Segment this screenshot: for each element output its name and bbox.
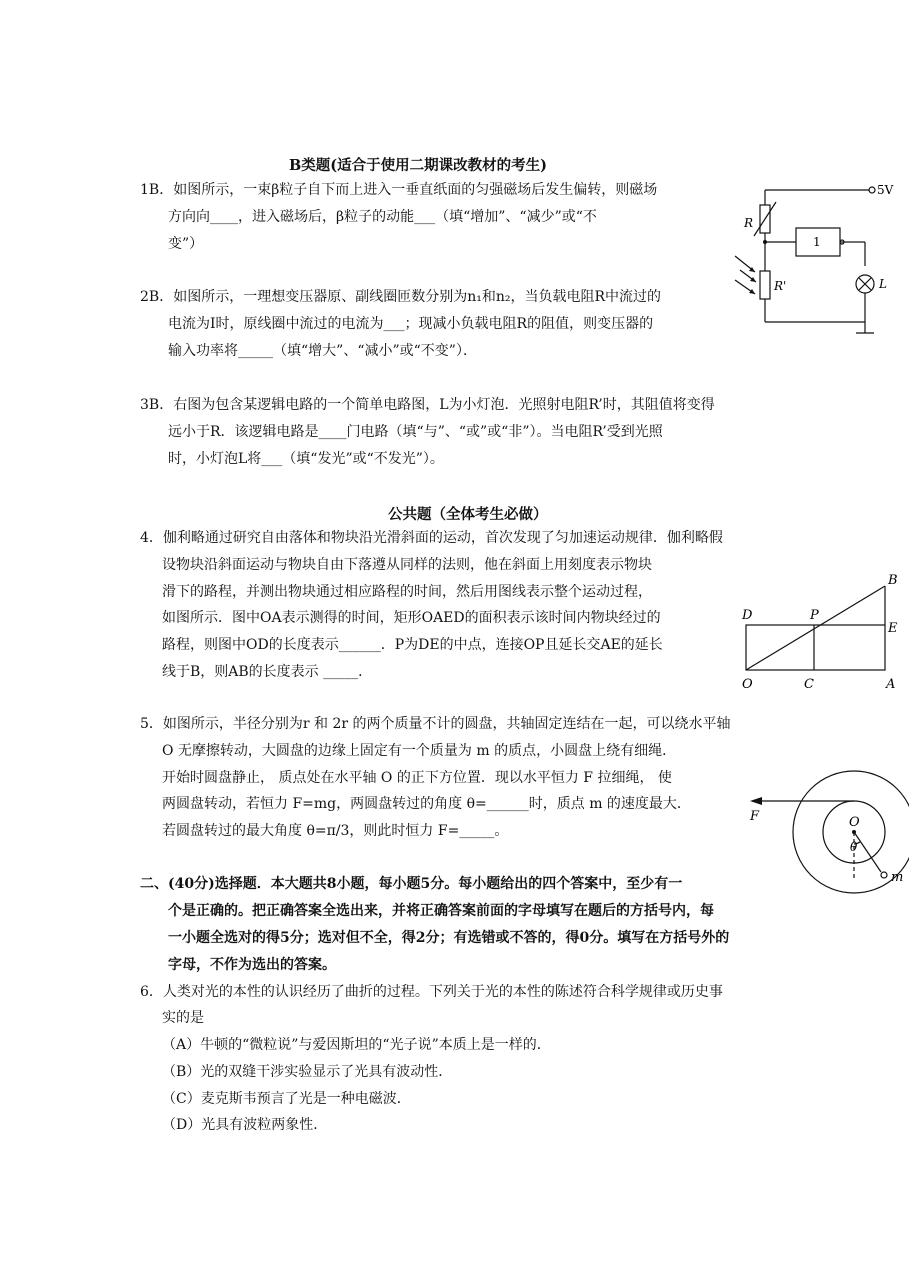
q2b-line-2: 电流为I时，原线圈中流过的电流为___；现减小负载电阻R的阻值，则变压器的: [168, 316, 654, 332]
label-gate: 1: [813, 235, 821, 249]
label-e: E: [888, 621, 898, 636]
q3b-line-2: 远小于R．该逻辑电路是____门电路（填“与”、“或”或“非”）。当电阻R’受到光照: [168, 424, 663, 440]
q3b-line-1: 3B．右图为包含某逻辑电路的一个简单电路图，L为小灯泡．光照射电阻R’时，其阻值将变得: [140, 397, 715, 413]
q4-line-1: 4．伽利略通过研究自由落体和物块沿光滑斜面的运动，首次发现了匀加速运动规律．伽利略假: [140, 530, 723, 546]
q4-line-4: 如图所示．图中OA表示测得的时间，矩形OAED的面积表示该时间内物块经过的: [162, 610, 661, 626]
q5-line-3: 开始时圆盘静止， 质点处在水平轴 O 的正下方位置．现以水平恒力 F 拉细绳， 使: [162, 770, 672, 786]
q2b-line-1: 2B．如图所示，一理想变压器原、副线圈匝数分别为n₁和n₂，当负载电阻R中流过的: [140, 289, 661, 305]
q6-option-b: （B）光的双缝干涉实验显示了光具有波动性．: [162, 1064, 453, 1080]
label-p: P: [810, 608, 819, 623]
q2b-line-3: 输入功率将_____（填“增大”、“减小”或“不变”）．: [168, 343, 477, 359]
label-r: R: [744, 216, 754, 230]
label-m: m: [891, 870, 904, 885]
label-l: L: [879, 277, 887, 291]
part2-header-line-3: 一小题全选对的得5分；选对但不全，得2分；有选错或不答的，得0分。填写在方括号外的: [168, 930, 730, 946]
label-a: A: [886, 677, 896, 692]
label-o-axis: O: [849, 815, 860, 830]
label-5v: 5V: [877, 183, 894, 197]
label-theta: θ: [850, 840, 858, 854]
q6-stem-line-2: 实的是: [162, 1010, 204, 1026]
part2-header-line-1: 二、(40分)选择题．本大题共8小题，每小题5分。每小题给出的四个答案中，至少有一: [140, 876, 683, 892]
q1b-line-3: 变”）: [168, 236, 204, 252]
q4-line-6: 线于B，则AB的长度表示 _____．: [162, 664, 373, 680]
q5-line-1: 5．如图所示，半径分别为r 和 2r 的两个质量不计的圆盘，共轴固定连结在一起，可以绕水平轴: [140, 716, 731, 732]
label-b: B: [888, 573, 898, 588]
disk-figure: [738, 762, 908, 885]
part2-header-line-2: 个是正确的。把正确答案全选出来，并将正确答案前面的字母填写在题后的方括号内，每: [168, 903, 714, 919]
part2-header-line-4: 字母，不作为选出的答案。: [168, 957, 336, 973]
label-d: D: [742, 608, 753, 623]
galileo-graph-figure: [738, 572, 903, 692]
q1b-line-1: 1B．如图所示，一束β粒子自下而上进入一垂直纸面的匀强磁场后发生偏转，则磁场: [140, 182, 658, 198]
q6-option-c: （C）麦克斯韦预言了光是一种电磁波．: [162, 1091, 411, 1107]
q6-option-a: （A）牛顿的“微粒说”与爱因斯坦的“光子说”本质上是一样的．: [162, 1037, 551, 1053]
q3b-line-3: 时，小灯泡L将___（填“发光”或“不发光”）。: [168, 451, 444, 467]
label-r-prime: R': [774, 279, 787, 293]
q1b-line-2: 方向向____，进入磁场后，β粒子的动能___（填“增加”、“减少”或“不: [168, 209, 597, 225]
label-o: O: [742, 677, 753, 692]
q5-line-5: 若圆盘转过的最大角度 θ=π/3，则此时恒力 F=_____。: [162, 823, 509, 839]
q4-line-2: 设物块沿斜面运动与物块自由下落遵从同样的法则，他在斜面上用刻度表示物块: [162, 557, 652, 573]
q6-option-d: （D）光具有波粒两象性．: [162, 1117, 328, 1133]
label-f: F: [750, 809, 760, 824]
q5-line-2: O 无摩擦转动，大圆盘的边缘上固定有一个质量为 m 的质点，小圆盘上绕有细绳．: [162, 743, 677, 759]
q4-line-3: 滑下的路程，并测出物块通过相应路程的时间，然后用图线表示整个运动过程，: [162, 584, 652, 600]
logic-circuit-figure: [732, 180, 892, 340]
q6-stem-line-1: 6．人类对光的本性的认识经历了曲折的过程。下列关于光的本性的陈述符合科学规律或历史事: [140, 984, 723, 1000]
q4-line-5: 路程，则图中OD的长度表示______．P为DE的中点，连接OP且延长交AE的延长: [162, 637, 663, 653]
common-title: 公共题（全体考生必做）: [388, 506, 548, 523]
section-b-title: B类题(适合于使用二期课改教材的考生): [289, 157, 547, 174]
q5-line-4: 两圆盘转动，若恒力 F=mg，两圆盘转过的角度 θ=______时，质点 m 的速度最大．: [162, 796, 691, 812]
label-c: C: [804, 677, 814, 692]
